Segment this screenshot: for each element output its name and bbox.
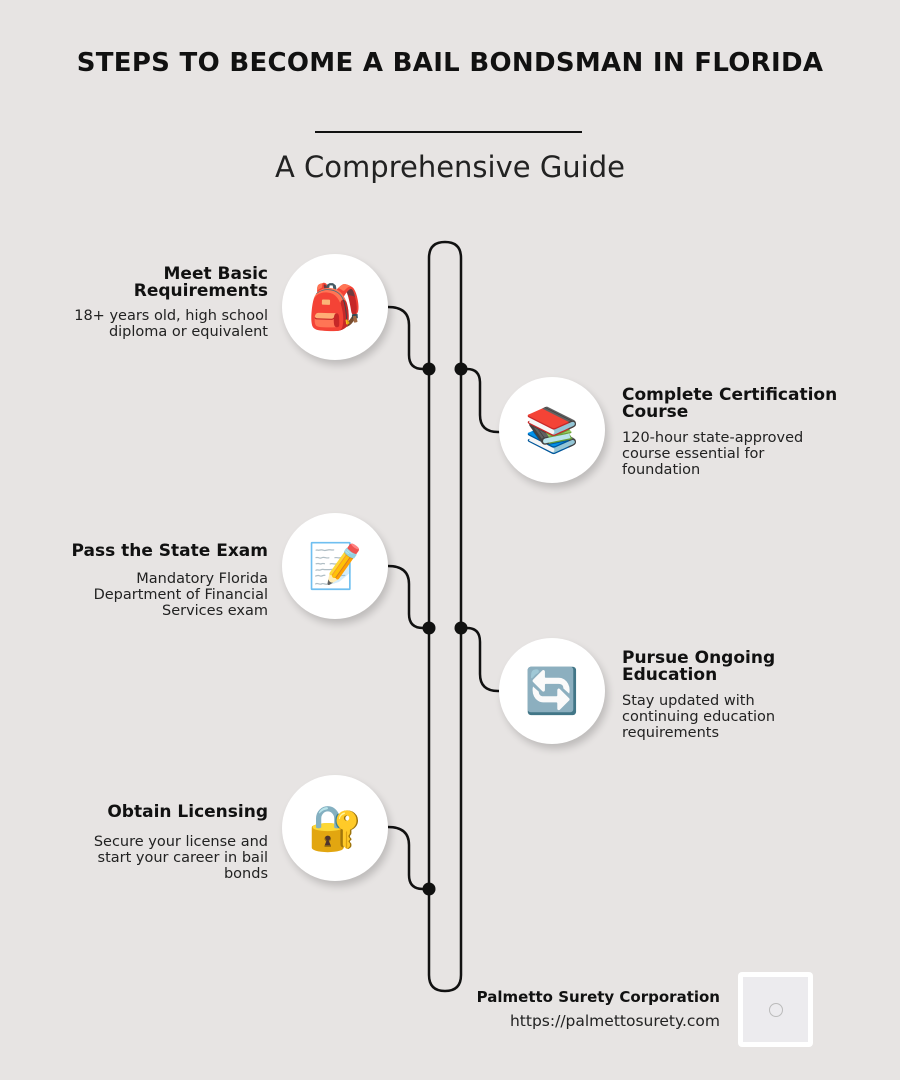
junction-dot (423, 622, 436, 635)
step-2-badge (499, 377, 605, 483)
connector-step-4 (461, 628, 502, 691)
step-3-badge (282, 513, 388, 619)
step-4-badge (499, 638, 605, 744)
connector-step-3 (388, 566, 429, 628)
step-1-title: Meet Basic Requirements (133, 264, 268, 301)
backpack-icon: 🎒 (307, 282, 363, 333)
timeline-rail (429, 242, 461, 991)
company-url[interactable]: https://palmettosurety.com (509, 1012, 720, 1030)
company-logo (738, 972, 813, 1047)
lock-key-icon: 🔐 (307, 803, 363, 854)
books-icon: 📚 (524, 405, 580, 456)
step-4-title: Pursue Ongoing Education (622, 648, 776, 685)
step-4-description: Stay updated with continuing education requirements (622, 693, 776, 741)
junction-dot (455, 622, 468, 635)
company-name: Palmetto Surety Corporation (476, 988, 720, 1006)
step-1-badge (282, 254, 388, 360)
step-5-badge (282, 775, 388, 881)
step-2-description: 120-hour state-approved course essential for foundation (622, 430, 804, 478)
step-2-title: Complete Certification Course (622, 385, 838, 422)
connector-step-5 (388, 827, 429, 889)
memo-icon: 📝 (307, 541, 363, 592)
step-1-description: 18+ years old, high school diploma or equivalent (74, 308, 268, 340)
page-subtitle: A Comprehensive Guide (275, 150, 625, 184)
logo-mark-icon (769, 1003, 783, 1017)
step-3-title: Pass the State Exam (71, 541, 268, 561)
step-5-description: Secure your license and start your career in bail bonds (93, 834, 268, 882)
page-title: STEPS TO BECOME A BAIL BONDSMAN IN FLORIDA (76, 48, 824, 78)
connector-step-1 (388, 307, 429, 369)
junction-dot (423, 883, 436, 896)
step-5-title: Obtain Licensing (107, 802, 268, 822)
junction-dot (455, 363, 468, 376)
junction-dot (423, 363, 436, 376)
step-3-description: Mandatory Florida Department of Financial Services exam (93, 571, 268, 619)
refresh-icon: 🔄 (524, 666, 580, 717)
connector-step-2 (461, 369, 502, 432)
